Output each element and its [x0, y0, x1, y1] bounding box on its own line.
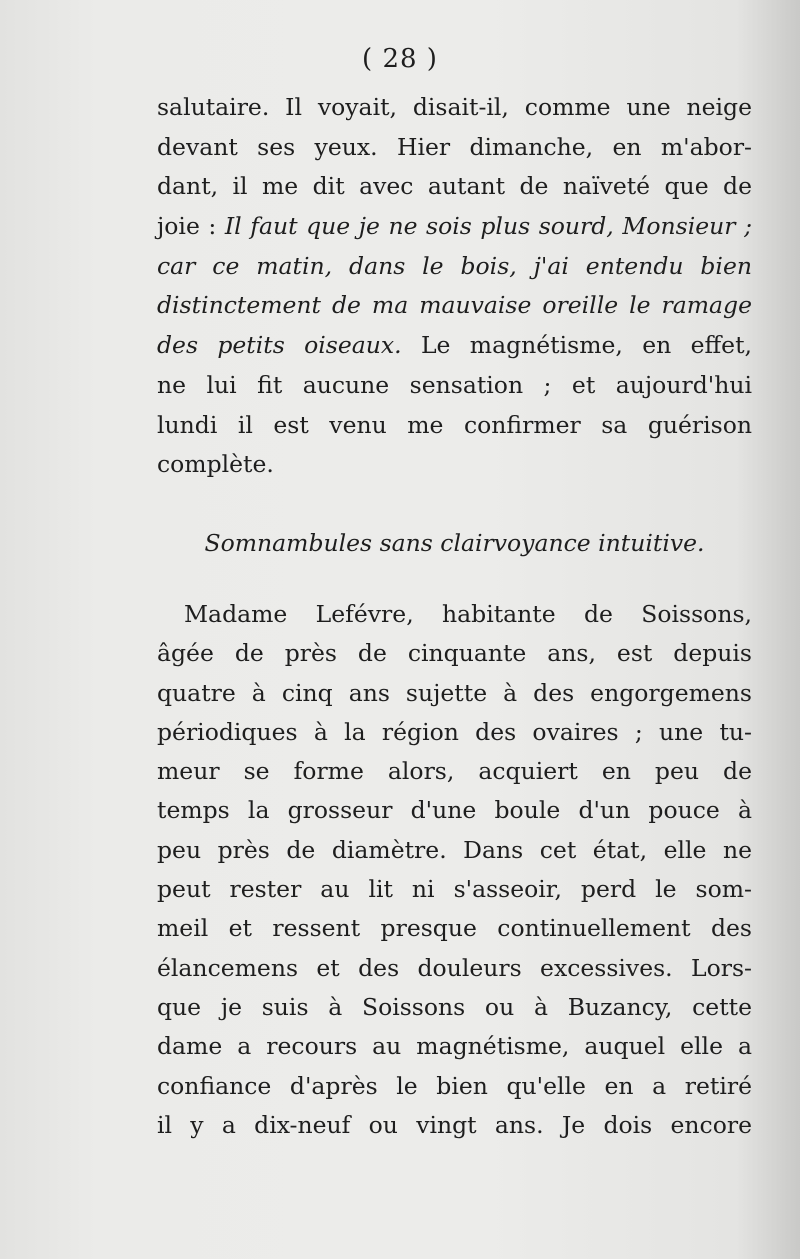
text-line: Madame Lefévre, habitante de Soissons,	[184, 600, 752, 628]
text-line: meil et ressent presque continuellement des	[157, 914, 752, 943]
text-line	[157, 326, 752, 366]
text-line: élancemens et des douleurs excessives. Lors-	[157, 953, 752, 982]
text-line: dant, il me dit avec autant de naïveté que de	[157, 172, 752, 201]
text-line: salutaire. Il voyait, disait-il, comme une neige	[157, 93, 752, 121]
quoted-speech-line: car ce matin, dans le bois, j'ai entendu bien	[157, 251, 752, 280]
text-line: âgée de près de cinquante ans, est depuis	[157, 639, 752, 668]
quoted-speech-line: distinctement de ma mauvaise oreille le ramage	[157, 291, 752, 320]
section-heading: Somnambules sans clairvoyance intuitive.	[204, 529, 705, 557]
page-number: ( 28 )	[362, 44, 438, 74]
quoted-speech: Il faut que je ne sois plus sourd, Monsieur ;	[224, 212, 752, 241]
quoted-speech: des petits oiseaux.	[157, 331, 402, 360]
text-line: peu près de diamètre. Dans cet état, elle ne	[157, 835, 752, 864]
text-line: il y a dix-neuf ou vingt ans. Je dois encore	[157, 1110, 752, 1139]
text-line: peut rester au lit ni s'asseoir, perd le som-	[157, 875, 752, 904]
text-line: quatre à cinq ans sujette à des engorgemens	[157, 678, 752, 707]
text-line: devant ses yeux. Hier dimanche, en m'abor-	[157, 132, 752, 161]
text-line: que je suis à Soissons ou à Buzancy, cette	[157, 992, 752, 1021]
text-line	[157, 207, 752, 247]
text-segment: Le magnétisme, en effet,	[401, 331, 752, 360]
text-line: ne lui fit aucune sensation ; et aujourd'hui	[157, 370, 752, 399]
text-line: meur se forme alors, acquiert en peu de	[157, 757, 752, 786]
text-line: complète.	[157, 450, 274, 479]
text-line: confiance d'après le bien qu'elle en a retiré	[157, 1071, 752, 1100]
text-line: temps la grosseur d'une boule d'un pouce à	[157, 796, 752, 825]
text-line: lundi il est venu me confirmer sa guérison	[157, 410, 752, 439]
text-segment: joie :	[157, 212, 225, 241]
text-line: périodiques à la région des ovaires ; une tu-	[157, 717, 752, 746]
paragraph-madame-lefevre	[157, 595, 752, 1145]
text-line: dame a recours au magnétisme, auquel elle a	[157, 1032, 752, 1061]
paragraph-cure-of-deafness	[157, 88, 752, 485]
